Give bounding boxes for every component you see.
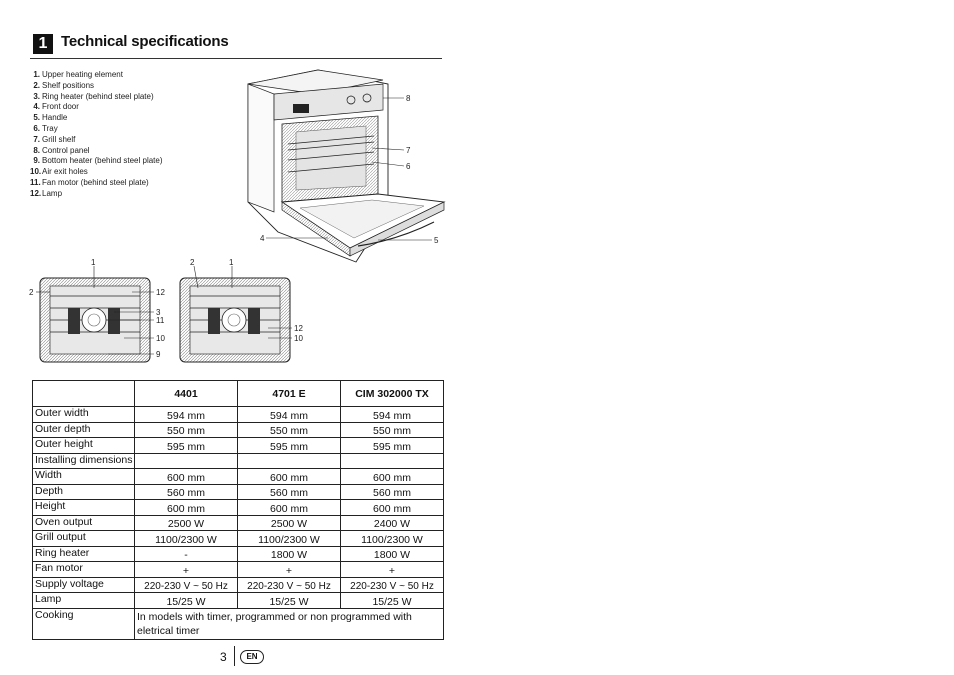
cell-value: 1100/2300 W [135, 531, 238, 547]
cell-value: 600 mm [341, 500, 444, 516]
cell-value: 600 mm [135, 500, 238, 516]
table-header-model: 4401 [135, 381, 238, 407]
table-row [33, 484, 444, 500]
callout-11: 11 [156, 316, 165, 325]
row-label: Depth [33, 484, 135, 500]
cell-value: 220-230 V ~ 50 Hz [238, 577, 341, 593]
language-badge: EN [240, 650, 264, 664]
cell-value: 594 mm [341, 407, 444, 423]
row-label: Outer depth [33, 422, 135, 438]
row-label: Cooking [33, 608, 135, 639]
cell-value: 220-230 V ~ 50 Hz [135, 577, 238, 593]
callout-1: 1 [91, 258, 96, 267]
list-item: 3. Ring heater (behind steel plate) [33, 91, 154, 101]
row-label: Ring heater [33, 546, 135, 562]
cell-value: 594 mm [238, 407, 341, 423]
callout-2: 2 [29, 288, 34, 297]
table-row [33, 562, 444, 578]
list-item: 4. Front door [33, 102, 79, 112]
cell-value: 1100/2300 W [341, 531, 444, 547]
cell-value [135, 453, 238, 469]
table-row [33, 469, 444, 485]
table-row [33, 500, 444, 516]
list-item: 1. Upper heating element [33, 70, 123, 79]
table-row [33, 453, 444, 469]
list-item: 8. Control panel [33, 145, 90, 155]
row-label: Outer width [33, 407, 135, 423]
cell-value: 1800 W [238, 546, 341, 562]
list-item: 9. Bottom heater (behind steel plate) [33, 156, 163, 166]
list-item: 2. Shelf positions [33, 80, 95, 90]
list-item: 7. Grill shelf [33, 134, 76, 144]
cell-value: 560 mm [341, 484, 444, 500]
table-row [33, 577, 444, 593]
callout-12: 12 [156, 288, 165, 297]
callout-3: 3 [156, 308, 161, 317]
cell-value [238, 453, 341, 469]
row-label: Fan motor [33, 562, 135, 578]
cell-value: 595 mm [135, 438, 238, 454]
callout-5: 5 [434, 236, 439, 245]
footer-divider [234, 646, 235, 666]
cavity-front-view-right [176, 256, 316, 372]
table-header-blank [33, 381, 135, 407]
cell-value: 15/25 W [341, 593, 444, 609]
row-label: Width [33, 469, 135, 485]
row-label: Oven output [33, 515, 135, 531]
page-title: Technical specifications [61, 33, 229, 50]
callout-1: 1 [229, 258, 234, 267]
table-header-model: 4701 E [238, 381, 341, 407]
cooking-note: In models with timer, programmed or non programmed with eletrical timer [135, 608, 444, 639]
cell-value: 2500 W [135, 515, 238, 531]
table-row [33, 438, 444, 454]
callout-6: 6 [406, 162, 411, 171]
list-item: 12.Lamp [30, 188, 63, 198]
cell-value: 220-230 V ~ 50 Hz [341, 577, 444, 593]
cell-value: 595 mm [341, 438, 444, 454]
parts-list [30, 70, 240, 200]
row-label: Installing dimensions [33, 453, 135, 469]
cell-value: + [135, 562, 238, 578]
row-label: Supply voltage [33, 577, 135, 593]
table-row [33, 546, 444, 562]
cell-value: + [238, 562, 341, 578]
specifications-table [32, 380, 444, 640]
callout-8: 8 [406, 94, 411, 103]
cell-value: 1100/2300 W [238, 531, 341, 547]
list-item: 10.Air exit holes [30, 167, 88, 177]
table-row [33, 531, 444, 547]
callout-7: 7 [406, 146, 411, 155]
row-label: Height [33, 500, 135, 516]
cell-value: 600 mm [238, 469, 341, 485]
table-row [33, 593, 444, 609]
section-header [30, 32, 442, 59]
row-label: Grill output [33, 531, 135, 547]
callout-12: 12 [294, 324, 303, 333]
cell-value: + [341, 562, 444, 578]
table-row [33, 608, 444, 639]
list-item: 5. Handle [33, 113, 68, 123]
cell-value: 600 mm [341, 469, 444, 485]
cell-value: 1800 W [341, 546, 444, 562]
cell-value: 560 mm [238, 484, 341, 500]
cell-value: 550 mm [135, 422, 238, 438]
chapter-number-badge: 1 [33, 34, 53, 54]
cell-value: 600 mm [238, 500, 341, 516]
cell-value: 15/25 W [135, 593, 238, 609]
callout-10: 10 [156, 334, 165, 343]
table-row [33, 515, 444, 531]
cell-value: 594 mm [135, 407, 238, 423]
cell-value: 600 mm [135, 469, 238, 485]
cell-value: - [135, 546, 238, 562]
row-label: Lamp [33, 593, 135, 609]
cell-value: 2400 W [341, 515, 444, 531]
list-item: 6. Tray [33, 123, 58, 133]
cell-value: 595 mm [238, 438, 341, 454]
callout-2: 2 [190, 258, 195, 267]
table-header-model: CIM 302000 TX [341, 381, 444, 407]
table-header-row [33, 381, 444, 407]
list-item: 11.Fan motor (behind steel plate) [30, 177, 149, 187]
callout-9: 9 [156, 350, 161, 359]
cavity-front-view-left [28, 256, 180, 372]
callout-10: 10 [294, 334, 303, 343]
table-row [33, 422, 444, 438]
cell-value: 550 mm [238, 422, 341, 438]
cell-value: 560 mm [135, 484, 238, 500]
cell-value [341, 453, 444, 469]
oven-illustration [238, 62, 448, 274]
callout-4: 4 [260, 234, 265, 243]
cell-value: 2500 W [238, 515, 341, 531]
page-number: 3 [220, 650, 227, 664]
cell-value: 15/25 W [238, 593, 341, 609]
row-label: Outer height [33, 438, 135, 454]
table-row [33, 407, 444, 423]
cell-value: 550 mm [341, 422, 444, 438]
